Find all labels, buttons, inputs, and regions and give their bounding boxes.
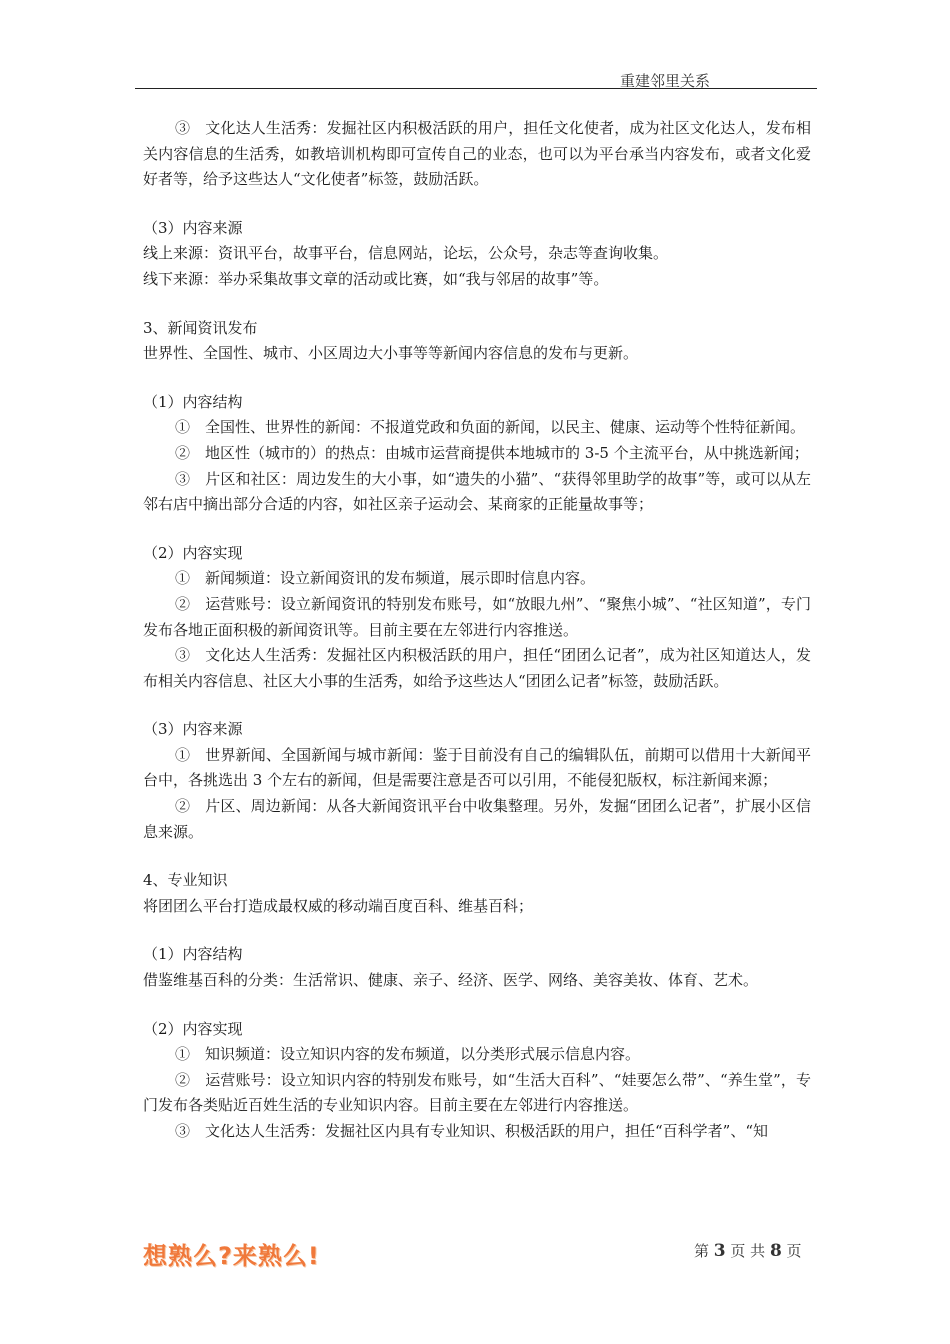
list-item: ③ 文化达人生活秀：发掘社区内积极活跃的用户，担任“团团么记者”，成为社区知道达人，发布相关内容信息、社区大小事的生活秀，如给予这些达人“团团么记者”标签，鼓励活跃。 [143, 646, 811, 690]
list-item: ② 运营账号：设立新闻资讯的特别发布账号，如“放眼九州”、“聚焦小城”、“社区知道”，专门发布各地正面积极的新闻资讯等。目前主要在左邻进行内容推送。 [143, 594, 811, 639]
section-heading-content-source: （3）内容来源 [143, 218, 243, 237]
brand-logo: 想熟么?来熟么! [143, 1242, 320, 1270]
list-item: ② 片区、周边新闻：从各大新闻资讯平台中收集整理。另外，发掘“团团么记者”，扩展小区信息来源。 [143, 797, 811, 841]
page-middle: 页 共 [725, 1242, 770, 1260]
list-item: ② 地区性（城市的）的热点：由城市运营商提供本地城市的 3-5 个主流平台，从中挑选新闻； [175, 443, 809, 462]
paragraph-online-source: 线上来源：资讯平台，故事平台，信息网站，论坛，公众号，杂志等查询收集。 [143, 244, 669, 263]
header-title: 重建邻里关系 [620, 72, 711, 90]
list-item: ① 世界新闻、全国新闻与城市新闻：鉴于目前没有自己的编辑队伍，前期可以借用十大新闻平台中，各挑选出 3 个左右的新闻，但是需要注意是否可以引用，不能侵犯版权，标注新闻来源； [143, 745, 811, 790]
total-pages: 8 [769, 1241, 782, 1261]
paragraph-news-intro: 世界性、全国性、城市、小区周边大小事等等新闻内容信息的发布与更新。 [143, 344, 639, 363]
page-prefix: 第 [694, 1242, 714, 1260]
current-page: 3 [713, 1241, 726, 1261]
paragraph-offline-source: 线下来源：举办采集故事文章的活动或比赛，如“我与邻居的故事”等。 [143, 269, 609, 288]
paragraph-knowledge-categories: 借鉴维基百科的分类：生活常识、健康、亲子、经济、医学、网络、美容美妆、体育、艺术。 [143, 971, 759, 990]
document-body [143, 116, 811, 1145]
page-suffix: 页 [781, 1242, 802, 1260]
subheading-news-implementation: （2）内容实现 [143, 543, 243, 562]
section-title-knowledge: 4、专业知识 [143, 871, 228, 890]
list-item: ① 新闻频道：设立新闻资讯的发布频道，展示即时信息内容。 [175, 569, 596, 588]
page-number [694, 1240, 802, 1261]
list-item: ① 全国性、世界性的新闻：不报道党政和负面的新闻，以民主、健康、运动等个性特征新闻。 [175, 418, 806, 437]
list-item: ③ 文化达人生活秀：发掘社区内具有专业知识、积极活跃的用户，担任“百科学者”、“知 [175, 1122, 769, 1140]
subheading-knowledge-implementation: （2）内容实现 [143, 1019, 243, 1038]
list-item: ② 运营账号：设立知识内容的特别发布账号，如“生活大百科”、“娃要怎么带”、“养生堂”，专门发布各类贴近百姓生活的专业知识内容。目前主要在左邻进行内容推送。 [143, 1070, 811, 1115]
list-item: ③ 片区和社区：周边发生的大小事，如“遗失的小猫”、“获得邻里助学的故事”等，或可以从左邻右店中摘出部分合适的内容，如社区亲子运动会、某商家的正能量故事等； [143, 469, 811, 514]
subheading-knowledge-structure: （1）内容结构 [143, 945, 243, 964]
paragraph-culture-talent: ③ 文化达人生活秀：发掘社区内积极活跃的用户，担任文化使者，成为社区文化达人，发布相关内容信息的生活秀，如教培训机构即可宣传自己的业态，也可以为平台承当内容发布，或者文化爱好者等，给予这些达人“文化使者”标签，鼓励活跃。 [143, 119, 811, 189]
header-divider [135, 88, 817, 89]
paragraph-knowledge-intro: 将团团么平台打造成最权威的移动端百度百科、维基百科； [143, 896, 534, 915]
subheading-news-structure: （1）内容结构 [143, 392, 243, 411]
subheading-news-source: （3）内容来源 [143, 720, 243, 739]
section-title-news: 3、新闻资讯发布 [143, 318, 258, 337]
list-item: ① 知识频道：设立知识内容的发布频道，以分类形式展示信息内容。 [175, 1045, 641, 1064]
